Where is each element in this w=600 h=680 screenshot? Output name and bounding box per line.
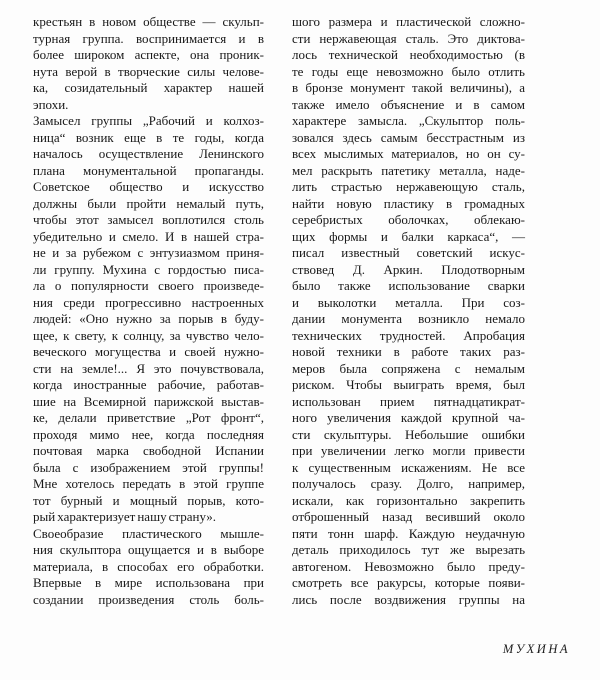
text-line: Своеобразие пластического мышле- [33,525,264,541]
text-line: не и за рубежом с энтузиазмом приня- [33,245,264,260]
text-line: ли группу. Мухина с гордостью писа- [33,261,264,277]
text-line: была с изображением этой группы! [33,459,264,475]
text-line: нута верой в творческие силы челове- [33,63,264,79]
text-line: почтовая марка свободной Испании [33,443,264,458]
text-line: писал известный советский искус- [292,245,525,260]
text-line: ствовед Д. Аркин. Плодотворным [292,261,525,277]
text-line: щее, к свету, к солнцу, за чувство чело- [33,327,264,343]
text-line: риском. Чтобы выиграть время, был [292,377,525,392]
text-line: ла о популярности своего произведе- [33,278,264,293]
text-line: искали, как горизонтально закрепить [292,492,525,508]
text-line: убедительно и смело. И в нашей стра- [33,228,264,244]
text-line: Впервые в мире использована при [33,575,264,590]
text-line: лись после воздвижения группы на [292,591,525,607]
running-footer-label: МУХИНА [502,642,570,656]
text-line: материала, в способах его обработки. [33,558,264,574]
text-line: всех мыслимых материалов, но он су- [292,146,525,161]
text-line: чтобы этот замысел воплотился столь [33,212,264,227]
text-line: создании произведения столь боль- [33,591,264,607]
text-line: ного увеличения каждой крупной ча- [292,410,525,425]
text-line: Замысел группы „Рабочий и колхоз- [33,113,264,128]
text-line: использован прием пятнадцатикрат- [292,393,525,409]
text-line: началось осуществление Ленинского [33,146,264,161]
text-line: турная группа. воспринимается и в [33,30,264,46]
text-line: эпохи. [33,96,69,112]
text-line: технических трудностей. Апробация [292,327,525,343]
text-line: серебристых оболочках, облекаю- [292,212,525,227]
text-line: проходя мимо нее, когда последняя [33,426,264,442]
column-right [292,14,525,608]
text-line: лось технической необходимостью (в [292,47,525,62]
text-line: веческого могущества и своей нужно- [33,344,264,359]
column-left [33,14,264,608]
text-line: найти новую пластику в громадных [292,195,525,211]
text-line: крестьян в новом обществе — скульп- [33,14,264,29]
text-line: было также использование сварки [292,278,525,293]
text-line: сти нержавеющая сталь. Это диктова- [292,30,525,46]
text-line: более широком аспекте, она проник- [33,47,264,62]
text-line: получалось сразу. Долго, например, [292,476,525,491]
text-line: людей: «Оно нужно за порыв в буду- [33,311,264,326]
text-line: сти скульптуры. Небольшие ошибки [292,426,525,442]
text-line: к существенным искажениям. Не все [292,459,525,475]
text-line: те годы еще невозможно было отлить [292,63,525,79]
text-line: ница“ возник еще в те годы, когда [33,129,264,145]
text-line: плана монументальной пропаганды. [33,162,264,178]
text-line: когда иностранные рабочие, работав- [33,377,264,392]
text-line: ния скульптора ощущается и в выборе [33,542,264,557]
text-line: сти на земле!... Я это почувствовала, [33,360,264,376]
text-line: должны были пройти немалый путь, [33,195,264,211]
text-line: пяти тонн шарф. Каждую неудачную [292,525,525,541]
text-line: рый характеризует нашу страну». [33,509,217,524]
text-line: ка, созидательный характер нашей [33,80,264,95]
text-line: новой техники в работе таких раз- [292,344,525,359]
text-line: Советское общество и искусство [33,179,264,194]
text-line: меров была сопряжена с немалым [292,360,525,376]
text-line: Мне хотелось передать в этой группе [33,476,264,491]
text-line: ния среди прогрессивно настроенных [33,294,264,310]
text-line: ке, делали приветствие „Рот фронт“, [33,410,264,425]
text-line: смотреть все ракурсы, которые появи- [292,575,525,590]
text-line: тот бурный и мощный порыв, кото- [33,492,264,508]
text-line: дании монумента возникло немало [292,311,525,326]
text-line: шого размера и пластической сложно- [292,14,525,29]
text-line: и выколотки металла. При соз- [292,294,525,310]
text-line: мел раскрыть патетику металла, наде- [292,162,525,178]
text-line: при увеличении легко могли привести [292,443,525,458]
text-line: в бронзе монумент такой величины), а [292,80,525,95]
text-line: автогеном. Невозможно было преду- [292,558,525,574]
text-line: щих формы и балки каркаса“, — [292,228,525,244]
text-line: деталь приходилось тут же вырезать [292,542,525,557]
text-line: характере замысла. „Скульптор поль- [292,113,525,128]
text-line: лить страстью нержавеющую сталь, [292,179,525,194]
text-line: шие на Всемирной парижской выстав- [33,393,264,409]
text-line: также имело объяснение и в самом [292,96,525,112]
text-line: отброшенный назад весивший около [292,509,525,524]
text-line: зовался здесь самым бесстрастным из [292,129,525,145]
